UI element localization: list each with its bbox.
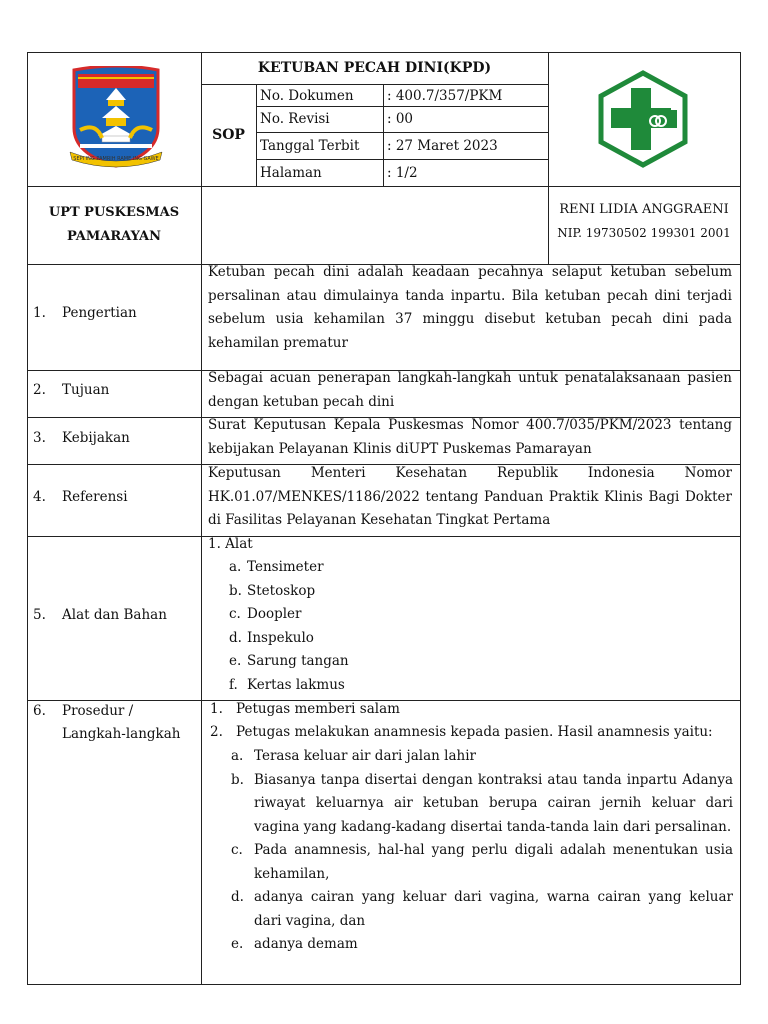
substep-text: adanya cairan yang keluar dari vagina, warna cairan yang keluar dari vagina, dan [254,889,733,929]
section-label-tujuan: Tujuan [62,382,110,398]
field-label-tanggal-terbit: Tanggal Terbit [260,138,360,154]
list-item: Inspekulo [247,630,314,646]
substep-item [231,769,733,840]
section-label-kebijakan: Kebijakan [62,430,130,446]
substep-marker: e. [231,936,244,952]
substep-item [231,839,733,886]
section-label-prosedur: Prosedur / [62,703,134,719]
field-value-no-revisi: : 00 [387,111,414,127]
field-label-halaman: Halaman [260,165,322,181]
substep-marker: d. [231,889,244,905]
substep-list [231,745,733,957]
list-title-alat: 1. Alat [208,536,253,552]
list-marker: f. [229,677,238,693]
step-text: Petugas melakukan anamnesis kepada pasien. Hasil anamnesis yaitu: [236,724,713,740]
section-number: 4. [33,489,46,505]
section-label-alat-dan-bahan: Alat dan Bahan [62,607,167,623]
substep-item [231,745,733,769]
logo-motto: SEPI ING PAMRIH RAME ING GAWE [73,156,159,162]
list-item: Kertas lakmus [247,677,345,693]
section-number: 3. [33,430,46,446]
substep-marker: c. [231,842,243,858]
regency-logo [66,66,166,170]
signer-nip: NIP. 19730502 199301 2001 [557,226,731,240]
list-marker: e. [229,653,242,669]
section-text-kebijakan: Surat Keputusan Kepala Puskesmas Nomor 400.7/035/PKM/2023 tentang kebijakan Pelayanan Klinis diUPT Puskemas Pamarayan [208,417,732,457]
section-label-referensi: Referensi [62,489,128,505]
field-label-no-dokumen: No. Dokumen [260,88,354,104]
step-text: Petugas memberi salam [236,701,400,717]
section-label-langkah: Langkah-langkah [62,726,181,742]
signer-name: RENI LIDIA ANGGRAENI [559,202,729,217]
list-item: Doopler [247,606,302,622]
substep-text: Biasanya tanpa disertai dengan kontraksi atau tanda inpartu Adanya riwayat keluarnya air ketuban berupa cairan jernih keluar dari vagina yang kadang-kadang disertai tanda-tanda lain dari persalinan. [254,771,733,835]
step-marker: 1. [210,701,223,717]
section-number: 5. [33,607,46,623]
section-number: 6. [33,703,46,719]
list-marker: c. [229,606,241,622]
sop-label: SOP [212,127,245,143]
substep-item [231,886,733,933]
list-marker: d. [229,630,242,646]
document-title: KETUBAN PECAH DINI(KPD) [257,60,492,76]
substep-text: Terasa keluar air dari jalan lahir [254,748,476,764]
list-item: Stetoskop [247,583,316,599]
field-value-tanggal-terbit: : 27 Maret 2023 [387,138,498,154]
section-label-pengertian: Pengertian [62,305,137,321]
section-text-pengertian: Ketuban pecah dini adalah keadaan pecahnya selaput ketuban sebelum persalinan atau dimulainya tanda inpartu. Bila ketuban pecah dini terjadi sebelum usia kehamilan 37 minggu disebut ketuban pecah dini pada kehamilan prematur [208,264,732,351]
field-value-no-dokumen: : 400.7/357/PKM [387,88,503,104]
substep-item [231,933,733,957]
list-marker: b. [229,583,242,599]
list-item: Sarung tangan [247,653,349,669]
step-marker: 2. [210,724,223,740]
list-item: Tensimeter [247,559,324,575]
section-number: 2. [33,382,46,398]
section-text-tujuan: Sebagai acuan penerapan langkah-langkah untuk penatalaksanaan pasien dengan ketuban pecah dini [208,370,732,410]
substep-marker: b. [231,771,244,788]
org-name-line2: PAMARAYAN [66,229,162,244]
list-marker: a. [229,559,242,575]
field-value-halaman: : 1/2 [387,165,418,181]
puskesmas-logo [597,70,689,168]
substep-marker: a. [231,748,244,764]
section-text-referensi: Keputusan Menteri Kesehatan Republik Indonesia Nomor HK.01.07/MENKES/1186/2022 tentang Panduan Praktik Klinis Bagi Dokter di Fasilitas Pelayanan Kesehatan Tingkat Pertama [208,465,732,528]
field-label-no-revisi: No. Revisi [260,111,330,127]
section-number: 1. [33,305,46,321]
substep-text: Pada anamnesis, hal-hal yang perlu digali adalah menentukan usia kehamilan, [254,842,733,882]
org-name-line1: UPT PUSKESMAS [48,205,180,220]
substep-text: adanya demam [254,936,358,952]
